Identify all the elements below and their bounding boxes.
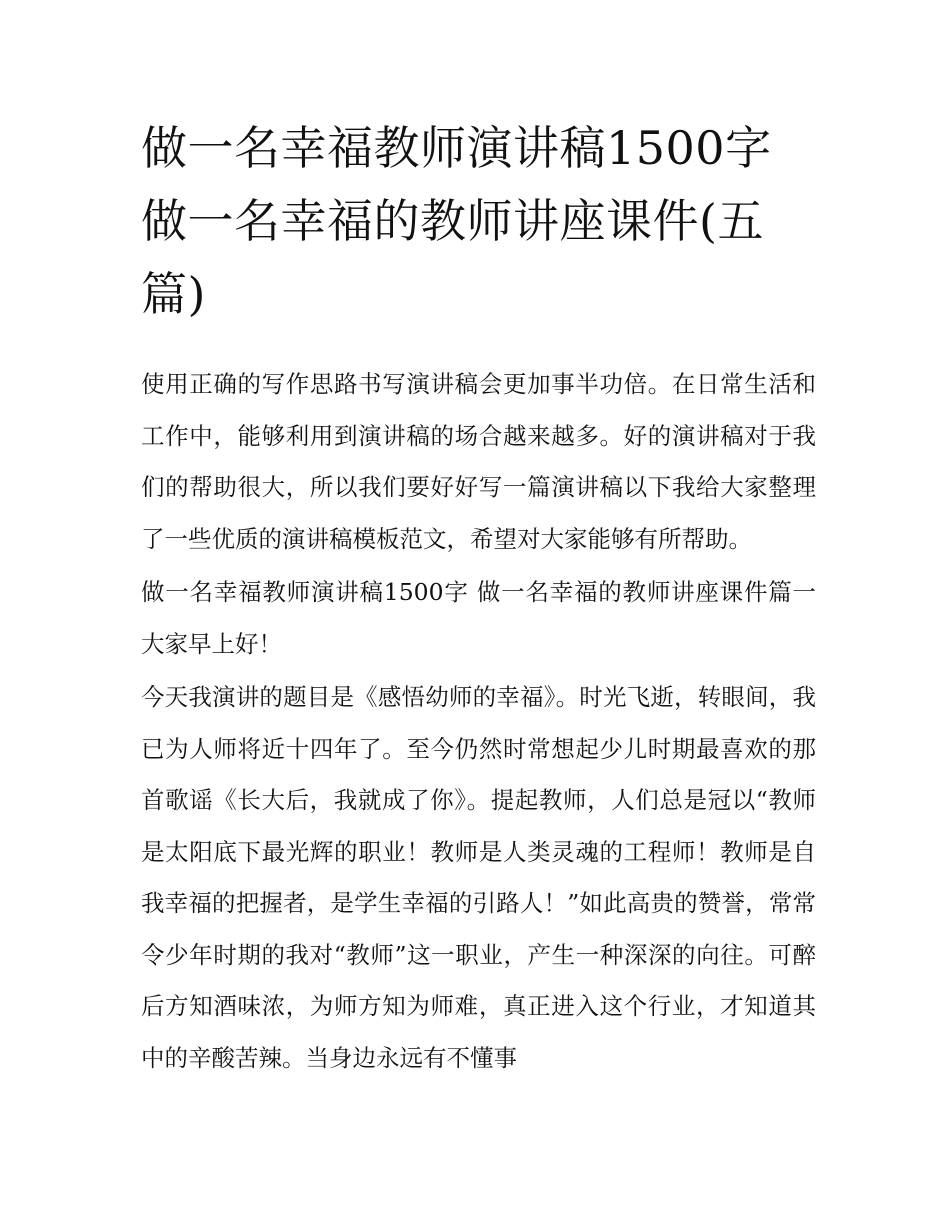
speech-paragraph: 今天我演讲的题目是《感悟幼师的幸福》。时光飞逝，转眼间，我已为人师将近十四年了。至今仍然时常想起少儿时期最喜欢的那首歌谣《长大后，我就成了你》。提起教师，人们总是冠以“教师是太阳底下最光辉的职业！教师是人类灵魂的工程师！教师是自我幸福的把握者，是学生幸福的引路人！”如此高贵的赞誉，常常令少年时期的我对“教师”这一职业，产生一种深深的向往。可醉后方知酒味浓，为师方知为师难，真正进入这个行业，才知道其中的辛酸苦辣。当身边永远有不懂事 xyxy=(141,683,816,1072)
intro-paragraph: 使用正确的写作思路书写演讲稿会更加事半功倍。在日常生活和工作中，能够利用到演讲稿的场合越来越多。好的演讲稿对于我们的帮助很大，所以我们要好好写一篇演讲稿以下我给大家整理了一些优质的演讲稿模板范文，希望对大家能够有所帮助。 xyxy=(141,370,816,553)
document-title: 做一名幸福教师演讲稿1500字 做一名幸福的教师讲座课件(五篇) xyxy=(141,121,772,321)
document-body xyxy=(141,112,816,1084)
section-heading-paragraph: 做一名幸福教师演讲稿1500字 做一名幸福的教师讲座课件篇一 大家早上好！ xyxy=(141,578,816,658)
